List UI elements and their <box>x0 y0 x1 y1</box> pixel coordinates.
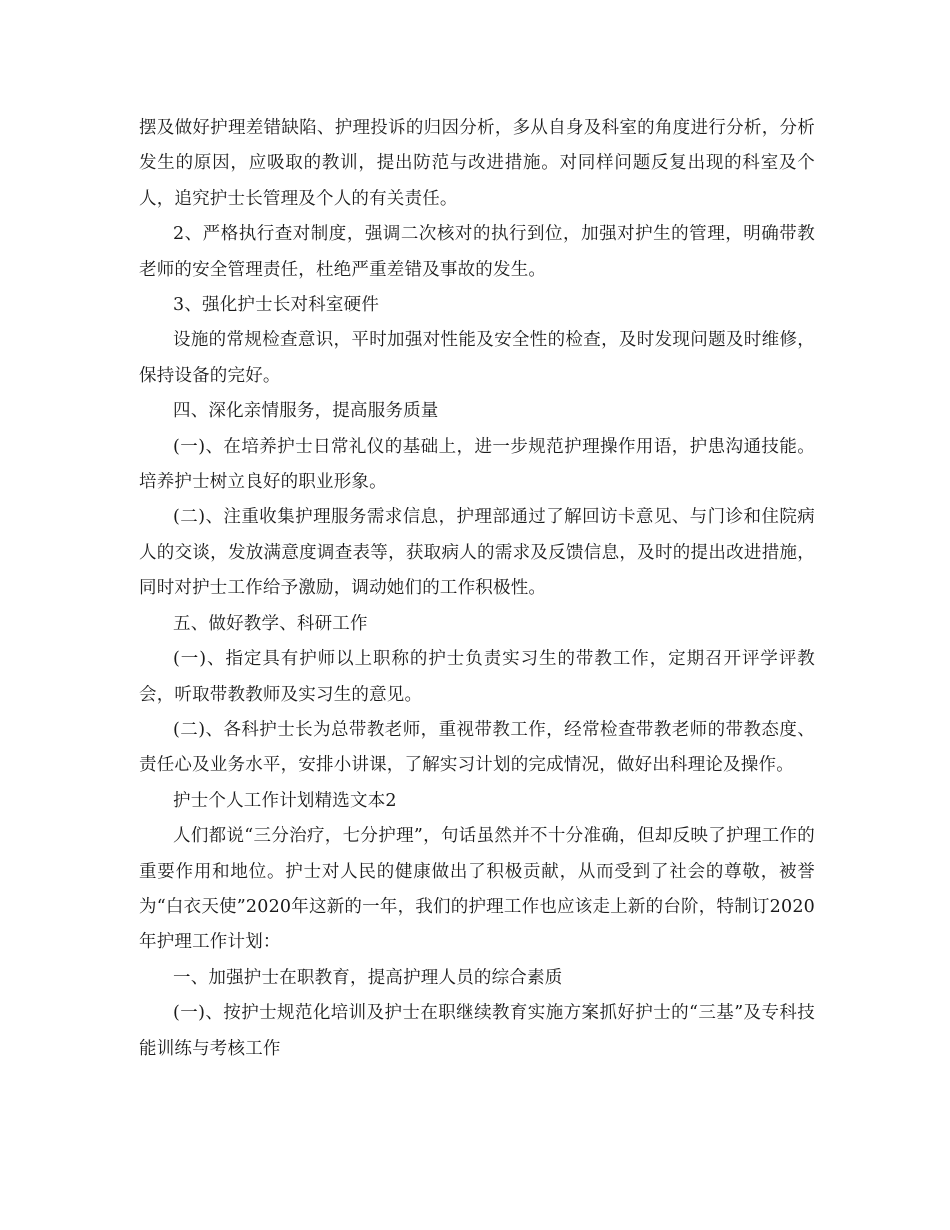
document-subtitle: 护士个人工作计划精选文本2 <box>173 790 397 811</box>
paragraph-14: (一)、按护士规范化培训及护士在职继续教育实施方案抓好护士的“三基”及专科技能训练与考核工作 <box>139 1003 815 1059</box>
paragraph-6: (一)、在培养护士日常礼仪的基础上，进一步规范护理操作用语，护患沟通技能。培养护士树立良好的职业形象。 <box>139 436 815 493</box>
paragraph-4: 设施的常规检查意识，平时加强对性能及安全性的检查，及时发现问题及时维修，保持设备的完好。 <box>139 330 815 386</box>
paragraph-2: 2、严格执行查对制度，强调二次核对的执行到位，加强对护生的管理，明确带教老师的安全管理责任，杜绝严重差错及事故的发生。 <box>139 224 815 280</box>
paragraph-3: 3、强化护士长对科室硬件 <box>173 295 380 316</box>
paragraph-7: (二)、注重收集护理服务需求信息，护理部通过了解回访卡意见、与门诊和住院病人的交谈，发放满意度调查表等，获取病人的需求及反馈信息，及时的提出改进措施，同时对护士工作给予激励，调动她们的工作积极性。 <box>139 507 815 599</box>
paragraph-1: 摆及做好护理差错缺陷、护理投诉的归因分析，多从自身及科室的角度进行分析，分析发生的原因，应吸取的教训，提出防范与改进措施。对同样问题反复出现的科室及个人，追究护士长管理及个人的有关责任。 <box>139 118 815 209</box>
paragraph-12: 人们都说“三分治疗，七分护理”，句话虽然并不十分准确，但却反映了护理工作的重要作用和地位。护士对人民的健康做出了积极贡献，从而受到了社会的尊敬，被誉为“白衣天使”2020年这新的一年，我们的护理工作也应该走上新的台阶，特制订2020年护理工作计划： <box>139 826 815 953</box>
document-page <box>139 111 815 1067</box>
paragraph-9: (一)、指定具有护师以上职称的护士负责实习生的带教工作，定期召开评学评教会，听取带教教师及实习生的意见。 <box>139 649 815 705</box>
section-heading-4: 四、深化亲情服务，提高服务质量 <box>173 401 439 422</box>
section-heading-5: 五、做好教学、科研工作 <box>173 613 368 634</box>
section-heading-1: 一、加强护士在职教育，提高护理人员的综合素质 <box>173 967 563 988</box>
paragraph-10: (二)、各科护士长为总带教老师，重视带教工作，经常检查带教老师的带教态度、责任心及业务水平，安排小讲课，了解实习计划的完成情况，做好出科理论及操作。 <box>139 719 815 776</box>
